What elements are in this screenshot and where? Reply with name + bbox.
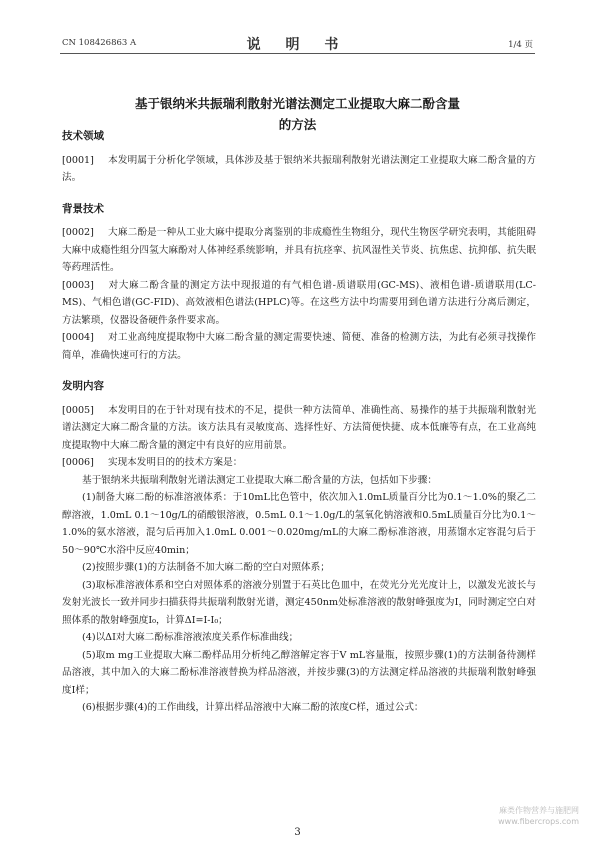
section-heading-field: 技术领域	[62, 130, 104, 142]
watermark-line-2: www.fibercrops.com	[498, 817, 579, 826]
paragraph-0003	[62, 277, 536, 330]
paragraph-text: 本发明属于分析化学领域，具体涉及基于银纳米共振瑞利散射光谱法测定工业提取大麻二酚含量的方法。	[62, 154, 536, 183]
paragraph-text: 大麻二酚是一种从工业大麻中提取分离鉴别的非成瘾性生物组分，现代生物医学研究表明，其能阻碍大麻中成瘾性组分四氢大麻酚对人体神经系统影响，并具有抗痉挛、抗风湿性关节炎、抗焦虑、抗抑郁、抗失眠等药理活性。	[62, 227, 536, 273]
watermark	[498, 805, 579, 827]
step-4: (4)以ΔI对大麻二酚标准溶液浓度关系作标准曲线；	[82, 632, 299, 643]
paragraph-text: 本发明目的在于针对现有技术的不足，提供一种方法简单、准确性高、易操作的基于共振瑞利散射光谱法测定大麻二酚含量的方法。该方法具有灵敏度高、选择性好、方法简便快捷、成本低廉等有点，在工业高纯度提取物中大麻二酚含量的测定中有良好的应用前景。	[62, 404, 536, 451]
watermark-line-1: 麻类作物营养与施肥网	[499, 806, 579, 815]
title-line-1: 基于银纳米共振瑞利散射光谱法测定工业提取大麻二酚含量	[134, 96, 460, 111]
paragraph-number: [0001]	[62, 154, 94, 166]
paragraph-0001	[62, 152, 536, 187]
method-intro: 基于银纳米共振瑞利散射光谱法测定工业提取大麻二酚含量的方法，包括如下步骤：	[82, 474, 437, 486]
paragraph-0004	[62, 329, 536, 364]
section-heading-background: 背景技术	[62, 202, 104, 215]
step-1: (1)制备大麻二酚的标准溶液体系：于10mL比色管中，依次加入1.0mL质量百分比为0.1～1.0%的聚乙二醇溶液，1.0mL 0.1～10g/L的硝酸银溶液，0.5mL 0.1～1.0g/L的氢氧化钠溶液和0.5mL质量百分比为0.1～1.0%的氨水溶液，混匀后再加入1.0mL 0.001～0.020mg/mL的大麻二酚标准溶液，用蒸馏水定容混匀后于50～90℃水浴中反应40min；	[62, 492, 536, 556]
step-2: (2)按照步骤(1)的方法制备不加大麻二酚的空白对照体系；	[82, 562, 330, 573]
header-doc-number: CN 108426863 A	[62, 38, 137, 48]
page-number: 3	[294, 827, 301, 838]
title-line-2: 的方法	[278, 117, 317, 132]
header-title: 说 明 书	[246, 37, 349, 53]
header-rule	[60, 53, 535, 54]
paragraph-number: [0002]	[62, 227, 94, 238]
paragraph-text: 对大麻二酚含量的测定方法中现报道的有气相色谱-质谱联用(GC-MS)、液相色谱-质谱联用(LC-MS)、气相色谱(GC-FID)、高效液相色谱法(HPLC)等。在这些方法中均需要用到色谱方法进行分离后测定，方法繁琐，仪器设备硬件条件要求高。	[62, 279, 536, 326]
step-6: (6)根据步骤(4)的工作曲线，计算出样品溶液中大麻二酚的浓度C样，通过公式：	[82, 702, 424, 713]
document-body	[62, 128, 536, 717]
paragraph-text: 对工业高纯度提取物中大麻二酚含量的测定需要快速、简便、准备的检测方法，为此有必须寻找操作简单，准确快速可行的方法。	[62, 332, 536, 361]
header-page-indicator: 1/4 页	[508, 40, 533, 50]
paragraph-0006	[62, 454, 536, 472]
section-heading-invention: 发明内容	[62, 380, 104, 392]
step-3: (3)取标准溶液体系和空白对照体系的溶液分别置于石英比色皿中，在荧光分光光度计上，以激发光波长与发射光波长一致并同步扫描获得共振瑞利散射光谱，测定450nm处标准溶液的散射峰强度为I，同时测定空白对照体系的散射峰强度I₀，计算ΔI=I-I₀；	[62, 579, 536, 626]
paragraph-number: [0003]	[62, 279, 94, 291]
paragraph-number: [0006]	[62, 457, 94, 468]
paragraph-number: [0005]	[62, 404, 94, 416]
paragraph-text: 实现本发明目的的技术方案是：	[108, 457, 243, 468]
paragraph-number: [0004]	[62, 332, 94, 343]
step-5: (5)取m mg工业提取大麻二酚样品用分析纯乙醇溶解定容于V mL容量瓶，按照步骤(1)的方法制备待测样品溶液，其中加入的大麻二酚标准溶液替换为样品溶液，并按步骤(3)的方法测定样品溶液的共振瑞利散射峰强度I样；	[62, 649, 536, 696]
paragraph-0005	[62, 402, 536, 455]
paragraph-0002	[62, 224, 536, 277]
